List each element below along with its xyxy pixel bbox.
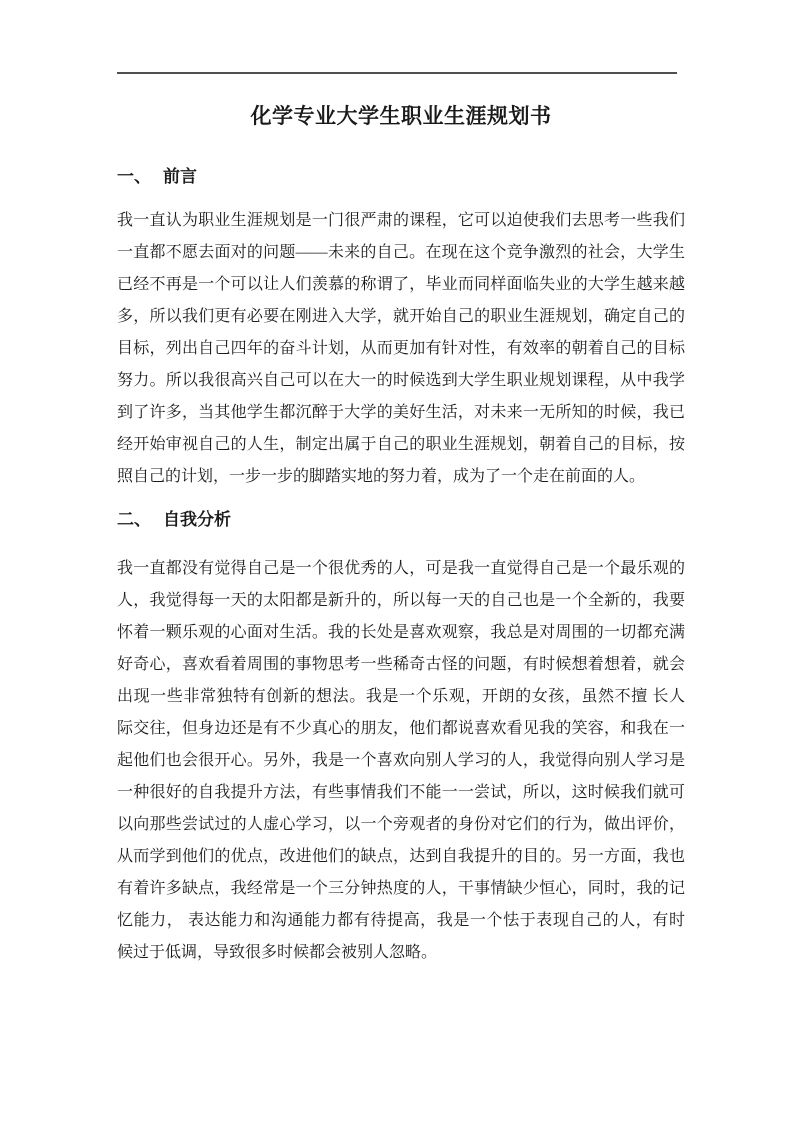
paragraph-line: 出现一些非常独特有创新的想法。我是一个乐观，开朗的女孩，虽然不擅 长人 — [117, 688, 685, 705]
paragraph-line: 经开始审视自己的人生，制定出属于自己的职业生涯规划，朝着自己的目标，按 — [117, 436, 685, 453]
document-content — [0, 72, 793, 969]
paragraph-line: 起他们也会很开心。另外，我是一个喜欢向别人学习的人，我觉得向别人学习是 — [117, 752, 685, 769]
paragraph-line: 我一直认为职业生涯规划是一门很严肃的课程，它可以迫使我们去思考一些我们 — [117, 212, 685, 229]
paragraph-line: 人，我觉得每一天的太阳都是新升的，所以每一天的自己也是一个全新的，我要 — [117, 592, 685, 609]
paragraph-line: 好奇心，喜欢看着周围的事物思考一些稀奇古怪的问题，有时候想着想着，就会 — [117, 656, 685, 673]
section-number: 一、 — [117, 167, 151, 186]
paragraph-line: 一种很好的自我提升方法，有些事情我们不能一一尝试，所以，这时候我们就可 — [117, 784, 685, 801]
section-number: 二、 — [117, 510, 151, 529]
paragraph-line: 到了许多，当其他学生都沉醉于大学的美好生活，对未来一无所知的时候，我已 — [117, 404, 685, 421]
paragraph-line: 候过于低调，导致很多时候都会被别人忽略。 — [117, 944, 438, 961]
paragraph-line: 怀着一颗乐观的心面对生活。我的长处是喜欢观察，我总是对周围的一切都充满 — [117, 624, 685, 641]
paragraph-line: 从而学到他们的优点，改进他们的缺点，达到自我提升的目的。另一方面，我也 — [117, 848, 685, 865]
paragraph-line: 已经不再是一个可以让人们羡慕的称谓了，毕业而同样面临失业的大学生越来越 — [117, 276, 685, 293]
section-title: 前言 — [163, 167, 197, 186]
paragraph-self-analysis — [117, 553, 685, 969]
section-heading — [117, 166, 685, 188]
paragraph-line: 际交往，但身边还是有不少真心的朋友，他们都说喜欢看见我的笑容，和我在一 — [117, 720, 685, 737]
document-title: 化学专业大学生职业生涯规划书 — [250, 104, 552, 128]
paragraph-line: 忆能力， 表达能力和沟通能力都有待提高，我是一个怯于表现自己的人，有时 — [117, 912, 685, 929]
paragraph-line: 我一直都没有觉得自己是一个很优秀的人，可是我一直觉得自己是一个最乐观的 — [117, 560, 685, 577]
section-title: 自我分析 — [163, 510, 231, 529]
paragraph-line: 努力。所以我很高兴自己可以在大一的时候选到大学生职业规划课程，从中我学 — [117, 372, 685, 389]
section-self-analysis — [117, 509, 685, 969]
paragraph-line: 照自己的计划，一步一步的脚踏实地的努力着，成为了一个走在前面的人。 — [117, 468, 646, 485]
section-heading — [117, 509, 685, 531]
paragraph-line: 一直都不愿去面对的问题——未来的自己。在现在这个竞争激烈的社会，大学生 — [117, 244, 685, 261]
section-preface — [117, 166, 685, 493]
paragraph-line: 有着许多缺点，我经常是一个三分钟热度的人，干事情缺少恒心，同时，我的记 — [117, 880, 685, 897]
paragraph-line: 以向那些尝试过的人虚心学习，以一个旁观者的身份对它们的行为，做出评价， — [117, 816, 685, 833]
paragraph-preface — [117, 205, 685, 493]
paragraph-line: 多，所以我们更有必要在刚进入大学，就开始自己的职业生涯规划，确定自己的 — [117, 308, 685, 325]
header-rule — [117, 72, 677, 74]
paragraph-line: 目标，列出自己四年的奋斗计划，从而更加有针对性，有效率的朝着自己的目标 — [117, 340, 685, 357]
